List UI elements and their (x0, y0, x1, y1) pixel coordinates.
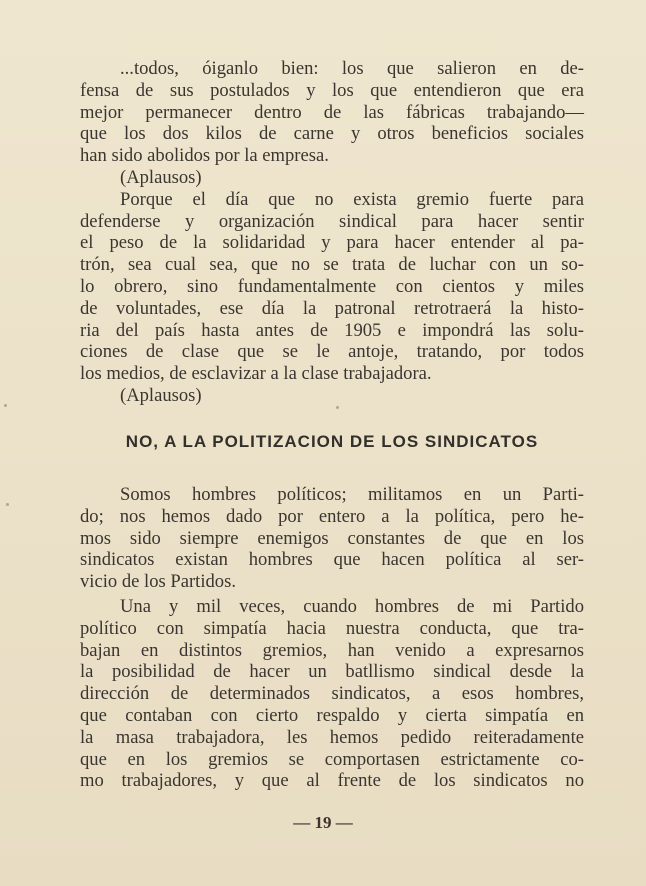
text-line: mo trabajadores, y que al frente de los sindicatos no (80, 770, 584, 792)
text-line: ria del país hasta antes de 1905 e impondrá las solu- (80, 319, 584, 341)
section-heading: NO, A LA POLITIZACION DE LOS SINDICATOS (125, 432, 539, 451)
text-line: Porque el día que no exista gremio fuerte para (120, 188, 584, 210)
applause-note: (Aplausos) (120, 166, 202, 188)
text-line: sindicatos existan hombres que hacen política al ser- (80, 549, 584, 571)
text-line: Somos hombres políticos; militamos en un Parti- (120, 484, 584, 505)
text-line: ciones de clase que se le antoje, tratando, por todos (80, 341, 584, 363)
text-line: la masa trabajadora, les hemos pedido reiteradamente (80, 726, 584, 748)
text-line: ...todos, óiganlo bien: los que salieron en de- (120, 58, 584, 79)
text-line: de voluntades, ese día la patronal retrotraerá la histo- (80, 297, 584, 319)
text-line: político con simpatía hacia nuestra conducta, que tra- (80, 617, 584, 639)
text-line: el peso de la solidaridad y para hacer entender al pa- (80, 232, 584, 254)
text-line: vicio de los Partidos. (80, 571, 236, 593)
paper-speck (6, 503, 9, 506)
page-number: — 19 — (293, 813, 353, 832)
text-line: trón, sea cual sea, que no se trata de luchar con un so- (80, 254, 584, 276)
text-line: que los dos kilos de carne y otros beneficios sociales (80, 123, 584, 145)
paper-speck (336, 406, 339, 409)
speech-section-1 (80, 58, 584, 407)
text-line: do; nos hemos dado por entero a la política, pero he- (80, 505, 584, 527)
text-line: han sido abolidos por la empresa. (80, 145, 329, 167)
applause-note: (Aplausos) (120, 384, 202, 406)
paragraph-una-y-mil-veces (80, 596, 584, 792)
text-line: los medios, de esclavizar a la clase trabajadora. (80, 363, 432, 385)
paragraph-politicos (80, 484, 584, 593)
text-line: Una y mil veces, cuando hombres de mi Partido (120, 596, 584, 617)
text-line: lo obrero, sino fundamentalmente con cientos y miles (80, 275, 584, 297)
text-line: defenderse y organización sindical para hacer sentir (80, 210, 584, 232)
text-line: que contaban con cierto respaldo y cierta simpatía en (80, 704, 584, 726)
text-line: la posibilidad de hacer un batllismo sindical desde la (80, 661, 584, 683)
text-line: bajan en distintos gremios, han venido a expresarnos (80, 639, 584, 661)
paper-speck (4, 404, 7, 407)
text-line: mos sido siempre enemigos constantes de que en los (80, 527, 584, 549)
text-line: que en los gremios se comportasen estrictamente co- (80, 748, 584, 770)
text-line: fensa de sus postulados y los que entendieron que era (80, 79, 584, 101)
text-line: dirección de determinados sindicatos, a esos hombres, (80, 683, 584, 705)
text-line: mejor permanecer dentro de las fábricas trabajando— (80, 101, 584, 123)
